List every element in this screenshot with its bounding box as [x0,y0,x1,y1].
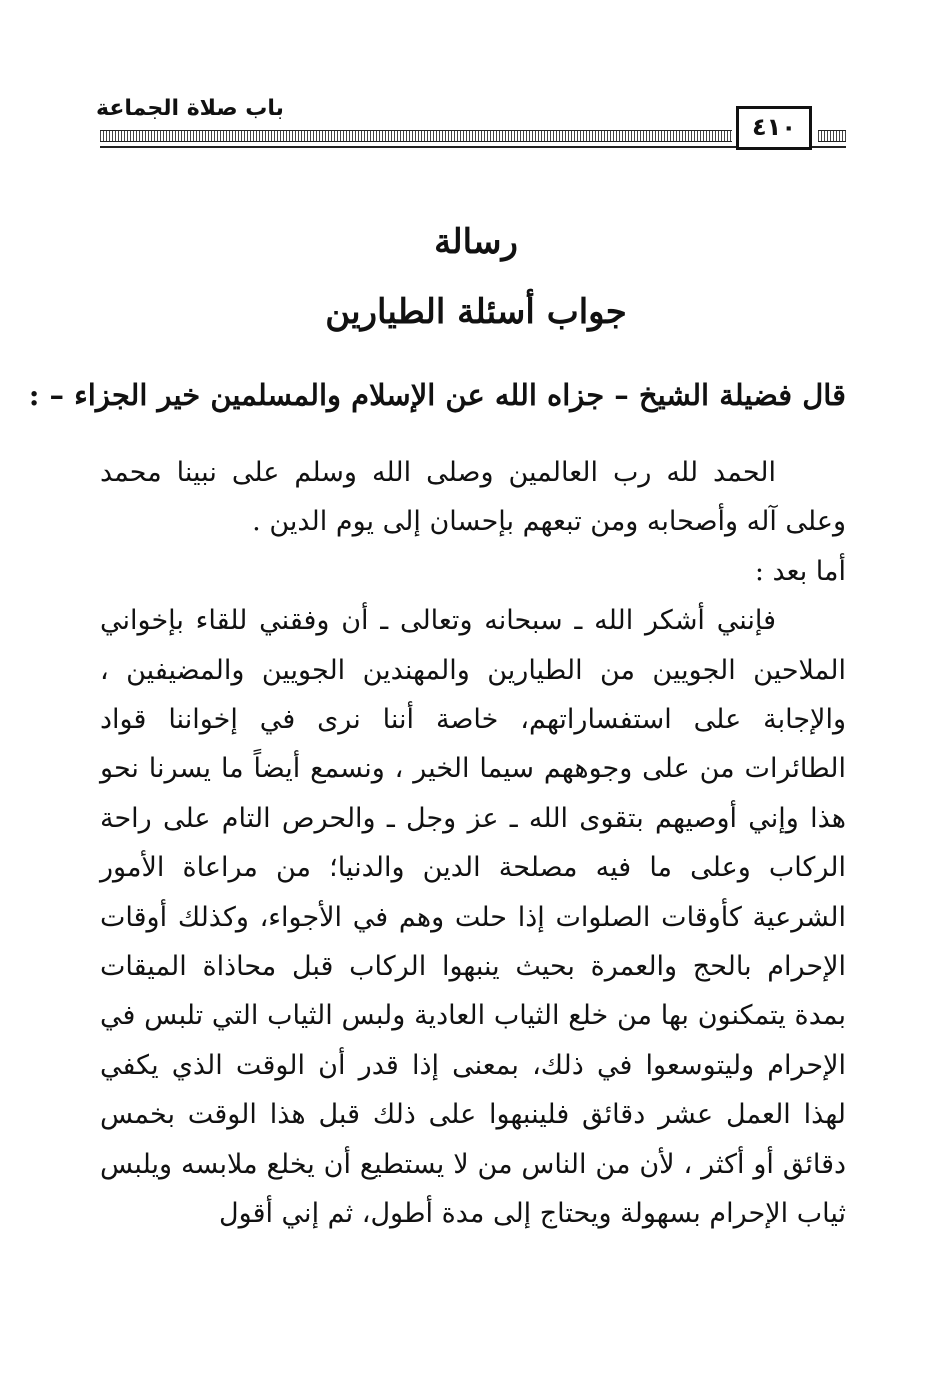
letter-subtitle: جواب أسئلة الطيارين [325,292,627,332]
paragraph-praise: الحمد لله رب العالمين وصلى الله وسلم على نبينا محمد وعلى آله وأصحابه ومن تبعهم بإحسان إلى يوم الدين . [100,457,846,538]
header-hatched-rule-end [818,130,846,142]
body-text [100,448,846,1239]
paragraph-main: فإنني أشكر الله ـ سبحانه وتعالى ـ أن وفقني للقاء بإخواني الملاحين الجويين من الطيارين والمهندين الجويين والمضيفين ، والإجابة على استفساراتهم، خاصة أننا نرى في إخواننا قواد الطائرات من على وجوههم سيما الخير ، ونسمع أيضاً ما يسرنا نحو هذا وإني أوصيهم بتقوى الله ـ عز وجل ـ والحرص التام على راحة الركاب وعلى ما فيه مصلحة الدين والدنيا؛ من مراعاة الأمور الشرعية كأوقات الصلوات إذا حلت وهم في الأجواء، وكذلك أوقات الإحرام بالحج والعمرة بحيث ينبهوا الركاب قبل محاذاة الميقات بمدة يتمكنون بها من خلع الثياب العادية ولبس الثياب التي تلبس في الإحرام وليتوسعوا في ذلك، بمعنى إذا قدر أن الوقت الذي يكفي لهذا العمل عشر دقائق فلينبهوا على ذلك قبل هذا الوقت بخمس دقائق أو أكثر ، لأن من الناس من لا يستطيع أن يخلع ملابسه ويلبس ثياب الإحرام بسهولة ويحتاج إلى مدة أطول، ثم إني أقول [100,605,846,1230]
intro-statement: قال فضيلة الشيخ – جزاه الله عن الإسلام والمسلمين خير الجزاء – : [28,378,846,412]
paragraph-amma-baad: أما بعد : [754,555,846,587]
header-rule-line [100,146,846,148]
running-header-title: باب صلاة الجماعة [96,96,284,121]
header-hatched-rule [100,130,732,142]
page-number: ٤١٠ [736,106,812,150]
letter-title: رسالة [434,222,518,262]
